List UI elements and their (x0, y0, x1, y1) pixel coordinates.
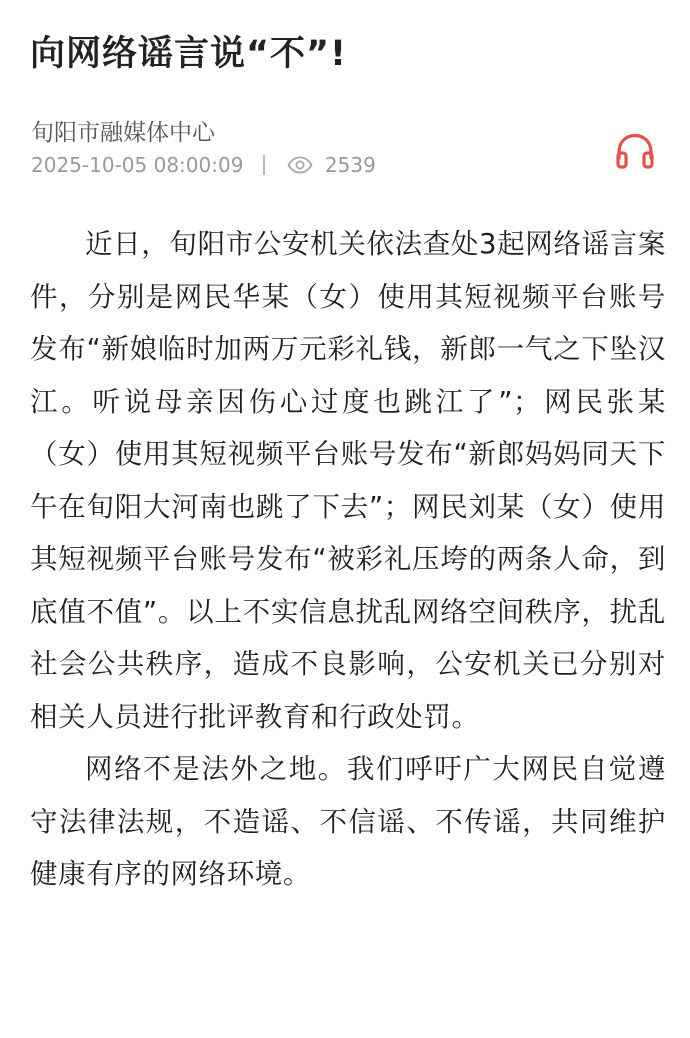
article-paragraph: 近日，旬阳市公安机关依法查处3起网络谣言案件，分别是网民华某（女）使用其短视频平台账号发布“新娘临时加两万元彩礼钱，新郎一气之下坠汉江。听说母亲因伤心过度也跳江了”；网民张某（女）使用其短视频平台账号发布“新郎妈妈同天下午在旬阳大河南也跳了下去”；网民刘某（女）使用其短视频平台账号发布“被彩礼压垮的两条人命，到底值不值”。以上不实信息扰乱网络空间秩序，扰乱社会公共秩序，造成不良影响，公安机关已分别对相关人员进行批评教育和行政处罚。 (30, 228, 666, 733)
meta-divider (263, 155, 265, 175)
article-body (30, 218, 666, 901)
article-paragraph: 网络不是法外之地。我们呼吁广大网民自觉遵守法律法规，不造谣、不信谣、不传谣，共同维护健康有序的网络环境。 (30, 753, 666, 890)
eye-icon (287, 156, 313, 174)
view-count: 2539 (324, 153, 376, 177)
article-meta (31, 151, 376, 179)
publish-datetime: 2025-10-05 08:00:09 (31, 153, 244, 177)
article-title: 向网络谣言说“不”! (30, 34, 347, 74)
article-source[interactable]: 旬阳市融媒体中心 (31, 120, 215, 146)
headphones-icon[interactable] (614, 131, 656, 171)
